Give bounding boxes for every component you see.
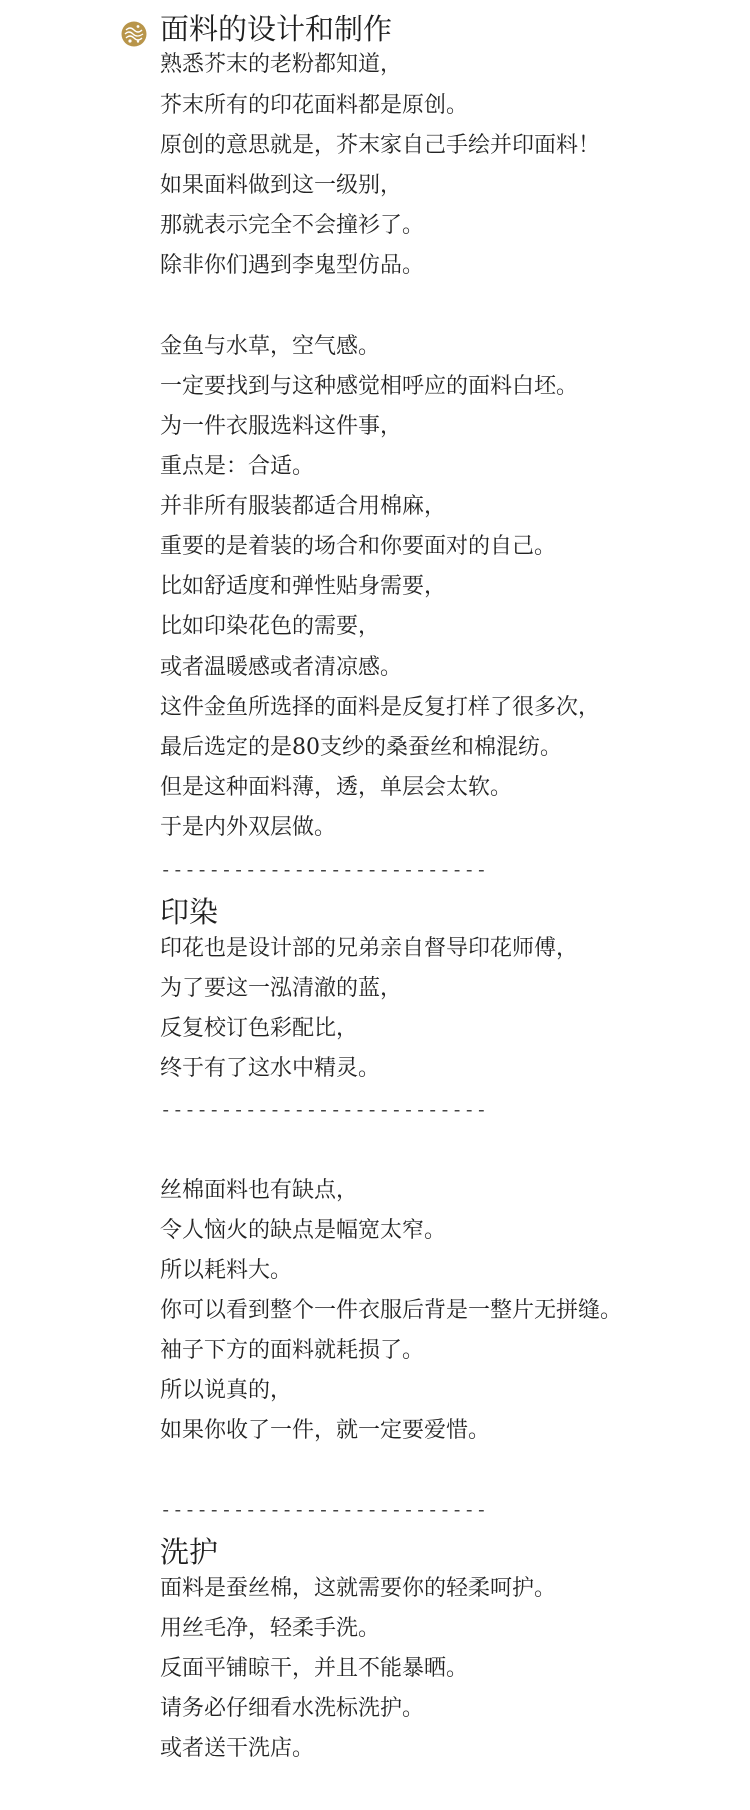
text-line: 袖子下方的面料就耗损了。 (160, 1338, 425, 1363)
text-line: 为一件衣服选料这件事， (160, 414, 403, 439)
text-line: 为了要这一泓清澈的蓝， (160, 976, 403, 1001)
text-line: 一定要找到与这种感觉相呼应的面料白坯。 (160, 374, 579, 399)
divider: --------------------------- (160, 1099, 488, 1121)
text-line: 那就表示完全不会撞衫了。 (160, 213, 425, 238)
text-line: 金鱼与水草，空气感。 (160, 334, 381, 359)
text-line: 反复校订色彩配比， (160, 1016, 359, 1041)
text-line: 熟悉芥末的老粉都知道， (160, 52, 403, 77)
text-line: 或者温暖感或者清凉感。 (160, 655, 403, 680)
text-line: 或者送干洗店。 (160, 1736, 315, 1761)
text-line: 重点是：合适。 (160, 454, 315, 479)
text-line: 但是这种面料薄，透，单层会太软。 (160, 775, 513, 800)
text-line: 终于有了这水中精灵。 (160, 1056, 381, 1081)
text-line: 所以说真的， (160, 1378, 293, 1403)
text-line: 请务必仔细看水洗标洗护。 (160, 1696, 425, 1721)
divider: --------------------------- (160, 859, 488, 881)
text-line: 你可以看到整个一件衣服后背是一整片无拼缝。 (160, 1298, 623, 1323)
text-line: 原创的意思就是，芥末家自己手绘并印面料！ (160, 133, 601, 158)
text-line: 如果面料做到这一级别， (160, 173, 403, 198)
text-line: 这件金鱼所选择的面料是反复打样了很多次， (160, 695, 601, 720)
text-line: 并非所有服装都适合用棉麻， (160, 494, 447, 519)
text-line: 最后选定的是80支纱的桑蚕丝和棉混纺。 (160, 735, 562, 760)
divider: --------------------------- (160, 1499, 488, 1521)
text-line: 印花也是设计部的兄弟亲自督导印花师傅， (160, 936, 579, 961)
text-line: 丝棉面料也有缺点， (160, 1178, 359, 1203)
section-heading-care: 洗护 (160, 1535, 219, 1569)
text-line: 用丝毛净，轻柔手洗。 (160, 1616, 381, 1641)
text-line: 反面平铺晾干，并且不能暴晒。 (160, 1656, 469, 1681)
text-line: 如果你收了一件，就一定要爱惜。 (160, 1418, 491, 1443)
text-line: 比如印染花色的需要， (160, 614, 381, 639)
text-line: 于是内外双层做。 (160, 815, 337, 840)
section-heading-fabric-design: 面料的设计和制作 (160, 12, 393, 46)
text-line: 除非你们遇到李鬼型仿品。 (160, 253, 425, 278)
text-line: 芥末所有的印花面料都是原创。 (160, 93, 469, 118)
text-line: 面料是蚕丝棉，这就需要你的轻柔呵护。 (160, 1576, 557, 1601)
text-line: 令人恼火的缺点是幅宽太窄。 (160, 1218, 447, 1243)
section-heading-printing: 印染 (160, 895, 219, 929)
text-line: 比如舒适度和弹性贴身需要， (160, 574, 447, 599)
text-line: 重要的是着装的场合和你要面对的自己。 (160, 534, 557, 559)
text-line: 所以耗料大。 (160, 1258, 293, 1283)
circular-pattern-logo-icon (121, 21, 147, 47)
